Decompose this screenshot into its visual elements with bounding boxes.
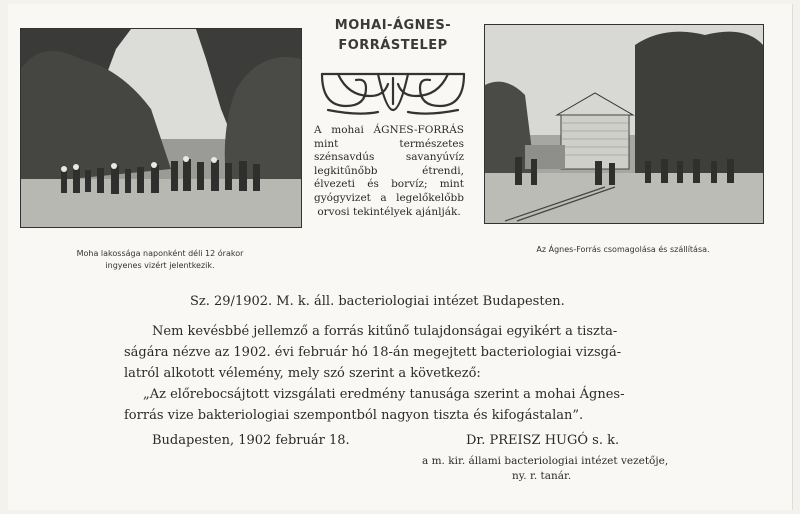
title-line1: MOHAI-ÁGNES- bbox=[334, 18, 452, 33]
signer-title-line2: ny. r. tanár. bbox=[512, 470, 572, 482]
signer-name: Dr. PREISZ HUGÓ s. k. bbox=[466, 433, 620, 448]
left-caption-line1: Moha lakossága naponként déli 12 órakor bbox=[76, 249, 244, 258]
reference-line: Sz. 29/1902. M. k. áll. bacteriologiai intézet Budapesten. bbox=[190, 294, 565, 309]
place-and-date: Budapesten, 1902 február 18. bbox=[152, 433, 350, 448]
packaging-photo-image bbox=[485, 25, 763, 223]
letter-line4: „Az előrebocsájtott vizsgálati eredmény tanusága szerint a mohai Ágnes- bbox=[143, 387, 625, 402]
photo-villagers-at-spring bbox=[20, 28, 302, 228]
photo-packaging-and-shipping bbox=[484, 24, 764, 224]
letter-line2: ságára nézve az 1902. évi február hó 18-án megejtett bacteriologiai vizsgá- bbox=[124, 345, 622, 360]
art-nouveau-ornament-icon bbox=[318, 66, 468, 116]
letter-line3: latról alkotott vélemény, mely szó szerint a következő: bbox=[124, 366, 481, 381]
page-title bbox=[308, 16, 478, 56]
spring-description: A mohai ÁGNES-FORRÁS mint természetes szénsavdús savanyúvíz legkitűnőbb étrendi, élvezeti és borvíz; mint gyógyvizet a legelőkelőbb orvosi tekintélyek ajánlják. bbox=[314, 124, 464, 218]
right-photo-caption: Az Ágnes-Forrás csomagolása és szállítása. bbox=[536, 245, 710, 254]
left-caption-line2: ingyenes vizért jelentkezik. bbox=[105, 261, 215, 270]
letter-line1: Nem kevésbbé jellemző a forrás kitűnő tulajdonságai egyikért a tiszta- bbox=[152, 324, 618, 339]
left-photo-caption bbox=[20, 248, 300, 272]
letter-line5: forrás vize bakteriologiai szempontból nagyon tiszta és kifogástalan”. bbox=[124, 408, 584, 423]
villagers-photo-image bbox=[21, 29, 301, 227]
title-line2: FORRÁSTELEP bbox=[338, 38, 448, 53]
signer-title-line1: a m. kir. állami bacteriologiai intézet vezetője, bbox=[422, 455, 669, 467]
